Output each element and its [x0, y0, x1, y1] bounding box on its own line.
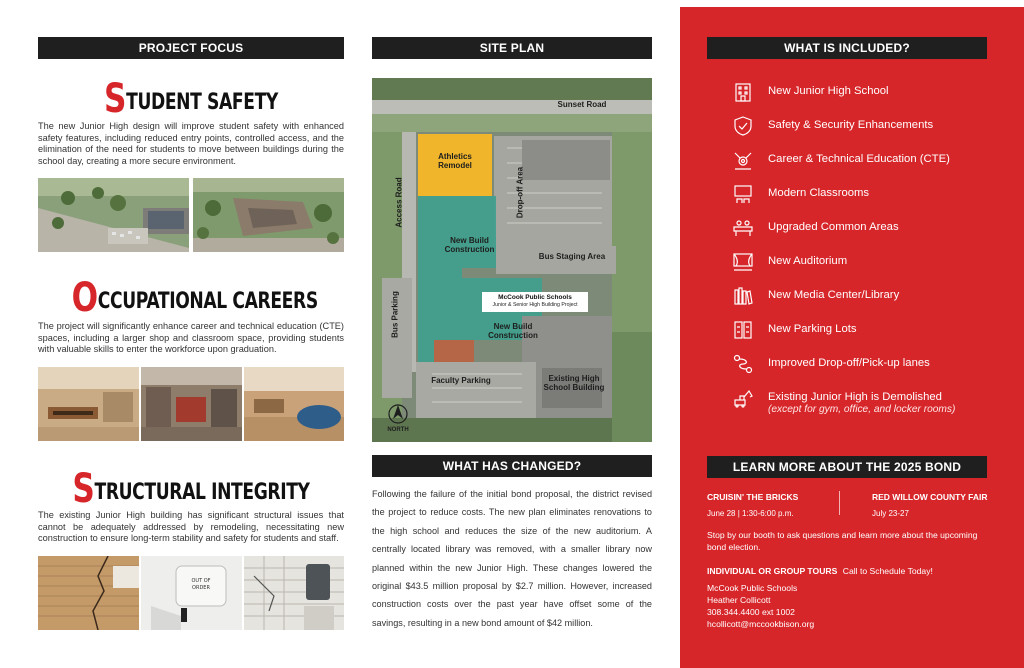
included-item-label: Career & Technical Education (CTE) — [768, 153, 950, 165]
athletics-remodel-label: Athletics Remodel — [438, 152, 472, 170]
north-label: NORTH — [387, 427, 409, 433]
event1-date: June 28 | 1:30-6:00 p.m. — [707, 509, 794, 518]
tile-wall-photo — [244, 556, 344, 630]
new-build-bottom-label: New Build Construction — [488, 322, 538, 340]
project-title-box — [482, 292, 588, 312]
included-item — [732, 285, 1012, 307]
included-item — [732, 251, 1012, 273]
included-item-label: Safety & Security Enhancements — [768, 119, 934, 131]
occupational-careers-heading: OCCUPATIONAL CAREERS — [71, 275, 318, 321]
included-item-label: Modern Classrooms — [768, 187, 870, 199]
included-item-label: New Parking Lots — [768, 323, 857, 335]
excavator-icon — [732, 387, 754, 409]
included-item-sublabel: (except for gym, office, and locker rooms) — [768, 404, 956, 415]
included-item — [732, 217, 1012, 239]
included-header: WHAT IS INCLUDED? — [707, 37, 987, 59]
student-safety-heading: STUDENT SAFETY — [104, 76, 278, 122]
included-item — [732, 183, 1012, 205]
shop-photo-1 — [38, 367, 139, 441]
contact-phone[interactable]: 308.344.4400 ext 1002 — [707, 607, 795, 617]
bus-parking-label: Bus Parking — [390, 291, 400, 338]
cracked-wall-photo — [38, 556, 139, 630]
sunset-road-label: Sunset Road — [557, 100, 607, 109]
shield-check-icon — [732, 115, 754, 137]
included-item-label: Existing Junior High is Demolished — [768, 391, 942, 403]
what-changed-header: WHAT HAS CHANGED? — [372, 455, 652, 477]
building-icon — [732, 81, 754, 103]
shop-photo-3 — [244, 367, 344, 441]
classroom-icon — [732, 183, 754, 205]
student-safety-text: The new Junior High design will improve student safety with enhanced safety features, including reduced entry points, controlled access, and the elimination of the need for students to move between buildings during the school day, creating a more secure environment. — [38, 121, 344, 167]
included-item — [732, 387, 1012, 417]
included-item — [732, 353, 1012, 375]
included-item-label: New Media Center/Library — [768, 289, 900, 301]
contact-email[interactable]: hcollicott@mccookbison.org — [707, 619, 815, 629]
site-plan-map — [372, 78, 652, 442]
project-subtitle: Junior & Senior High Building Project — [492, 302, 578, 308]
included-item-label: New Auditorium — [768, 255, 848, 267]
aerial-photo-1 — [38, 178, 189, 252]
included-item — [732, 81, 1012, 103]
stage-icon — [732, 251, 754, 273]
common-area-icon — [732, 217, 754, 239]
event2-date: July 23-27 — [872, 509, 909, 518]
bus-staging-label: Bus Staging Area — [538, 252, 606, 261]
learn-more-header: LEARN MORE ABOUT THE 2025 BOND — [707, 456, 987, 478]
red-panel — [680, 7, 1024, 668]
tours-line — [707, 565, 933, 577]
event-divider — [839, 491, 840, 515]
aerial-photo-2 — [193, 178, 344, 252]
route-icon — [732, 353, 754, 375]
svg-text:ORDER: ORDER — [192, 585, 210, 591]
event1-title: CRUISIN' THE BRICKS — [707, 492, 799, 502]
tours-title: INDIVIDUAL OR GROUP TOURS — [707, 566, 838, 576]
occupational-careers-text: The project will significantly enhance career and technical education (CTE) spaces, including a larger shop and classroom space, providing students with valuable skills to enter the workforce upon graduation. — [38, 321, 344, 355]
structural-integrity-text: The existing Junior High building has significant structural issues that cannot be adequately addressed by remodeling, necessitating new construction to ensure long-term stability and safety for students and staff. — [38, 510, 344, 544]
included-item-label: Upgraded Common Areas — [768, 221, 899, 233]
site-plan-header: SITE PLAN — [372, 37, 652, 59]
svg-text:OUT OF: OUT OF — [191, 578, 211, 584]
shop-photo-2 — [141, 367, 242, 441]
contact-name: Heather Collicott — [707, 595, 771, 605]
contact-district: McCook Public Schools — [707, 583, 798, 593]
new-build-top-label: New Build Construction — [444, 236, 495, 254]
dispenser-photo — [141, 556, 242, 630]
included-item — [732, 319, 1012, 341]
tours-cta: Call to Schedule Today! — [842, 566, 933, 576]
access-road-label: Access Road — [394, 177, 404, 228]
included-item-label: New Junior High School — [768, 85, 889, 97]
included-item-label: Improved Drop-off/Pick-up lanes — [768, 357, 930, 369]
library-icon — [732, 285, 754, 307]
event2-title: RED WILLOW COUNTY FAIR — [872, 492, 988, 502]
structural-integrity-heading: STRUCTURAL INTEGRITY — [72, 466, 310, 512]
dropoff-area-label: Drop-off Area — [515, 166, 525, 219]
what-changed-text: Following the failure of the initial bond proposal, the district revised the project to reduce costs. The new plan eliminates renovations to the high school and reduces the size of the new auditorium. A centrally located library was removed, with a smaller library now planned within the new Junior High. These changes lowered the original $43.5 million proposal by $2.7 million. However, increased construction costs over the past year have offset some of the savings, resulting in a new bond amount of $42 million. — [372, 489, 652, 628]
faculty-parking-label: Faculty Parking — [431, 376, 491, 385]
included-item — [732, 149, 1012, 171]
project-title: McCook Public Schools — [498, 294, 572, 301]
project-focus-header: PROJECT FOCUS — [38, 37, 344, 59]
parking-icon — [732, 319, 754, 341]
existing-high-school-label: Existing High School Building — [543, 374, 605, 392]
booth-text: Stop by our booth to ask questions and learn more about the upcoming bond election. — [707, 530, 978, 552]
included-item — [732, 115, 1012, 137]
tools-gear-icon — [732, 149, 754, 171]
